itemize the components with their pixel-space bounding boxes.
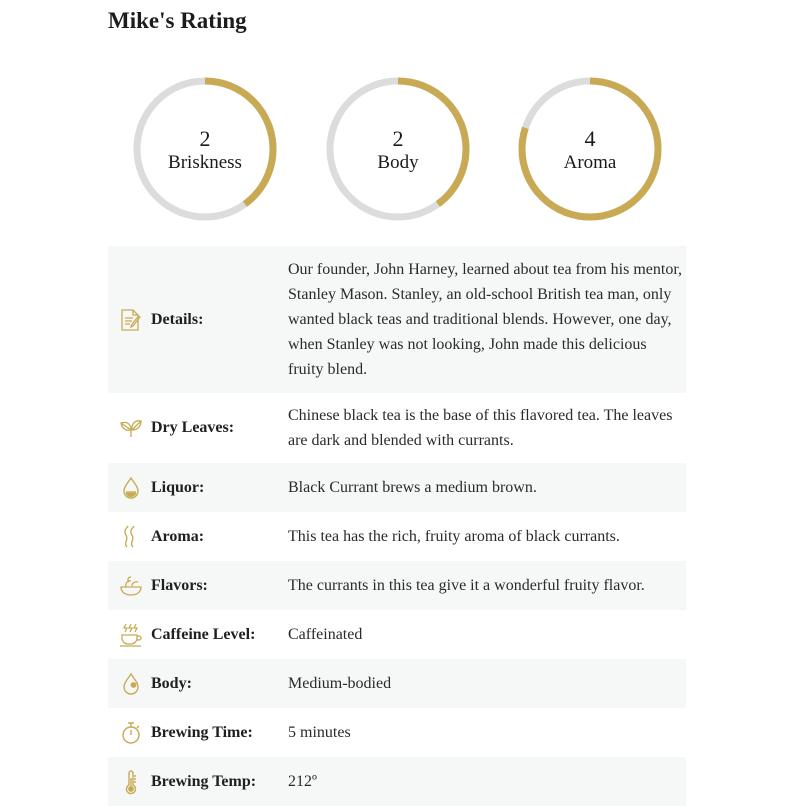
dry-leaves-row (108, 393, 686, 463)
row-value: Caffeinated (288, 626, 363, 643)
rating-label: Aroma (563, 152, 617, 173)
rating-ring-body (323, 74, 473, 224)
brewing-temp-row (108, 757, 686, 806)
body-row (108, 659, 686, 708)
drop-body-icon (118, 671, 144, 697)
caffeine-row (108, 610, 686, 659)
liquor-row (108, 463, 686, 512)
row-value: 212º (288, 757, 686, 806)
row-value: 5 minutes (288, 724, 351, 741)
row-value: This tea has the rich, fruity aroma of black currants. (288, 528, 620, 545)
rating-ring-briskness (130, 74, 280, 224)
brewing-time-row (108, 708, 686, 757)
row-key (108, 463, 288, 512)
page-title: Mike's Rating (108, 8, 247, 33)
rating-value: 2 (392, 126, 404, 151)
row-value: Medium-bodied (288, 659, 686, 708)
row-label: Dry Leaves: (151, 419, 235, 436)
bowl-icon (118, 573, 144, 599)
droplet-icon (118, 475, 144, 501)
row-label: Caffeine Level: (151, 625, 256, 643)
rating-label: Body (377, 152, 419, 173)
rating-value: 4 (584, 126, 596, 151)
tea-details-table (108, 246, 686, 806)
stopwatch-icon (118, 720, 144, 746)
row-key (108, 757, 288, 806)
row-key (108, 246, 288, 393)
aroma-row (108, 512, 686, 561)
rating-ring-aroma (515, 74, 665, 224)
steaming-cup-icon (118, 622, 144, 648)
row-label: Details: (151, 310, 204, 328)
row-key (108, 561, 288, 610)
row-label: Aroma: (151, 527, 205, 545)
steam-icon (118, 524, 144, 550)
row-label: Body: (151, 674, 192, 692)
details-row (108, 246, 686, 393)
row-key (108, 708, 288, 757)
row-value: The currants in this tea give it a wonderful fruity flavor. (288, 561, 686, 610)
rating-value: 2 (199, 126, 211, 151)
row-key (108, 659, 288, 708)
row-key (108, 610, 288, 659)
document-pen-icon (118, 307, 144, 333)
rating-label: Briskness (168, 152, 242, 173)
row-key (108, 393, 288, 463)
row-label: Flavors: (151, 576, 208, 594)
row-key (108, 512, 288, 561)
leaves-icon (118, 415, 144, 441)
row-label: Brewing Time: (151, 723, 253, 741)
row-value: Our founder, John Harney, learned about tea from his mentor, Stanley Mason. Stanley, an old-school British tea man, only wanted black teas and traditional blends. However, one day, when Stanley was not looking, John made this delicious fruity blend. (288, 246, 686, 393)
row-label: Brewing Temp: (151, 772, 257, 790)
row-label: Liquor: (151, 478, 205, 496)
thermometer-icon (118, 769, 144, 795)
row-value: Chinese black tea is the base of this flavored tea. The leaves are dark and blended with currants. (288, 407, 673, 449)
row-value: Black Currant brews a medium brown. (288, 463, 686, 512)
flavors-row (108, 561, 686, 610)
